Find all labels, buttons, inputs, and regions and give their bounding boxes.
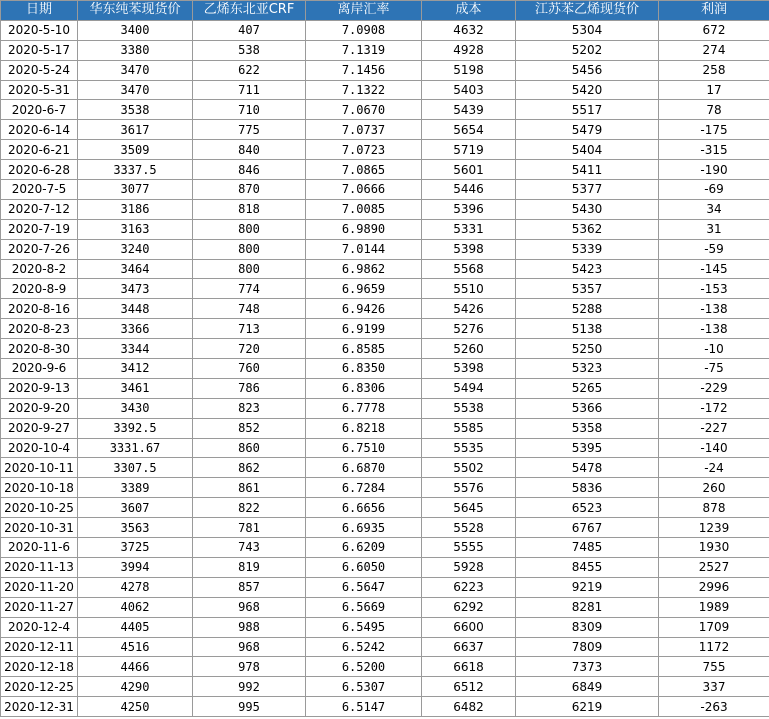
- ethylene-cell: 800: [193, 239, 306, 259]
- ethylene-cell: 870: [193, 180, 306, 200]
- profit-cell: 337: [659, 677, 769, 697]
- table-row: [1, 359, 769, 379]
- benzene-price-cell: 3366: [78, 319, 193, 339]
- table-row: [1, 279, 769, 299]
- cost-cell: 5439: [422, 100, 516, 120]
- date-cell: 2020-10-25: [1, 498, 78, 518]
- ethylene-cell: 760: [193, 359, 306, 379]
- date-cell: 2020-10-4: [1, 438, 78, 458]
- ethylene-cell: 992: [193, 677, 306, 697]
- ethylene-cell: 823: [193, 398, 306, 418]
- benzene-price-cell: 3331.67: [78, 438, 193, 458]
- exchange-rate-cell: 6.7284: [306, 478, 422, 498]
- exchange-rate-cell: 6.9890: [306, 219, 422, 239]
- cost-cell: 5198: [422, 60, 516, 80]
- profit-cell: 878: [659, 498, 769, 518]
- styrene-price-cell: 5404: [516, 140, 659, 160]
- styrene-price-cell: 6523: [516, 498, 659, 518]
- profit-cell: -175: [659, 120, 769, 140]
- styrene-price-cell: 5395: [516, 438, 659, 458]
- table-row: [1, 259, 769, 279]
- ethylene-cell: 860: [193, 438, 306, 458]
- styrene-price-cell: 7485: [516, 538, 659, 558]
- cost-cell: 5494: [422, 378, 516, 398]
- ethylene-cell: 968: [193, 637, 306, 657]
- benzene-price-cell: 3380: [78, 40, 193, 60]
- date-cell: 2020-8-23: [1, 319, 78, 339]
- styrene-price-cell: 5430: [516, 199, 659, 219]
- ethylene-cell: 748: [193, 299, 306, 319]
- ethylene-cell: 407: [193, 20, 306, 40]
- cost-cell: 5403: [422, 80, 516, 100]
- table-row: [1, 597, 769, 617]
- ethylene-cell: 857: [193, 577, 306, 597]
- ethylene-cell: 800: [193, 259, 306, 279]
- benzene-price-cell: 3461: [78, 378, 193, 398]
- ethylene-cell: 861: [193, 478, 306, 498]
- exchange-rate-cell: 6.7510: [306, 438, 422, 458]
- styrene-price-cell: 5358: [516, 418, 659, 438]
- table-row: [1, 20, 769, 40]
- date-cell: 2020-12-25: [1, 677, 78, 697]
- profit-cell: 258: [659, 60, 769, 80]
- profit-cell: 274: [659, 40, 769, 60]
- exchange-rate-cell: 6.5647: [306, 577, 422, 597]
- benzene-price-cell: 3430: [78, 398, 193, 418]
- date-cell: 2020-7-19: [1, 219, 78, 239]
- cost-cell: 5538: [422, 398, 516, 418]
- table-row: [1, 577, 769, 597]
- cost-cell: 6223: [422, 577, 516, 597]
- ethylene-cell: 822: [193, 498, 306, 518]
- table-row: [1, 239, 769, 259]
- benzene-price-cell: 3186: [78, 199, 193, 219]
- styrene-price-cell: 5202: [516, 40, 659, 60]
- table-row: [1, 339, 769, 359]
- date-cell: 2020-6-28: [1, 160, 78, 180]
- table-row: [1, 538, 769, 558]
- exchange-rate-cell: 6.9426: [306, 299, 422, 319]
- styrene-price-cell: 6849: [516, 677, 659, 697]
- cost-cell: 5555: [422, 538, 516, 558]
- exchange-rate-cell: 6.5147: [306, 697, 422, 717]
- exchange-rate-cell: 6.6870: [306, 458, 422, 478]
- exchange-rate-cell: 7.0085: [306, 199, 422, 219]
- benzene-price-cell: 3994: [78, 557, 193, 577]
- table-body: [1, 20, 769, 716]
- exchange-rate-cell: 6.6656: [306, 498, 422, 518]
- exchange-rate-cell: 7.0723: [306, 140, 422, 160]
- profit-cell: -190: [659, 160, 769, 180]
- cost-cell: 5928: [422, 557, 516, 577]
- ethylene-cell: 775: [193, 120, 306, 140]
- styrene-price-cell: 6219: [516, 697, 659, 717]
- ethylene-cell: 774: [193, 279, 306, 299]
- table-row: [1, 518, 769, 538]
- ethylene-cell: 995: [193, 697, 306, 717]
- profit-cell: 672: [659, 20, 769, 40]
- styrene-price-cell: 5836: [516, 478, 659, 498]
- styrene-price-cell: 6767: [516, 518, 659, 538]
- profit-cell: -59: [659, 239, 769, 259]
- profit-cell: 78: [659, 100, 769, 120]
- benzene-price-cell: 3509: [78, 140, 193, 160]
- table-row: [1, 319, 769, 339]
- cost-cell: 4928: [422, 40, 516, 60]
- exchange-rate-cell: 7.0670: [306, 100, 422, 120]
- cost-cell: 5260: [422, 339, 516, 359]
- cost-cell: 5601: [422, 160, 516, 180]
- cost-cell: 5398: [422, 239, 516, 259]
- table-row: [1, 458, 769, 478]
- cost-cell: 5528: [422, 518, 516, 538]
- table-row: [1, 478, 769, 498]
- table-row: [1, 438, 769, 458]
- styrene-price-cell: 5265: [516, 378, 659, 398]
- benzene-price-cell: 3473: [78, 279, 193, 299]
- cost-cell: 6482: [422, 697, 516, 717]
- styrene-price-cell: 5339: [516, 239, 659, 259]
- ethylene-cell: 846: [193, 160, 306, 180]
- ethylene-cell: 786: [193, 378, 306, 398]
- date-cell: 2020-8-2: [1, 259, 78, 279]
- exchange-rate-cell: 6.9659: [306, 279, 422, 299]
- cost-cell: 5568: [422, 259, 516, 279]
- table-row: [1, 657, 769, 677]
- date-cell: 2020-10-18: [1, 478, 78, 498]
- exchange-rate-cell: 7.1456: [306, 60, 422, 80]
- table-row: [1, 40, 769, 60]
- styrene-price-cell: 5362: [516, 219, 659, 239]
- date-cell: 2020-6-14: [1, 120, 78, 140]
- ethylene-cell: 840: [193, 140, 306, 160]
- ethylene-cell: 720: [193, 339, 306, 359]
- table-row: [1, 677, 769, 697]
- exchange-rate-cell: 7.0737: [306, 120, 422, 140]
- date-cell: 2020-11-20: [1, 577, 78, 597]
- benzene-price-cell: 4250: [78, 697, 193, 717]
- date-cell: 2020-7-26: [1, 239, 78, 259]
- profit-cell: 34: [659, 199, 769, 219]
- cost-cell: 6637: [422, 637, 516, 657]
- date-cell: 2020-5-10: [1, 20, 78, 40]
- ethylene-cell: 968: [193, 597, 306, 617]
- benzene-price-cell: 3464: [78, 259, 193, 279]
- date-cell: 2020-9-13: [1, 378, 78, 398]
- styrene-price-cell: 8281: [516, 597, 659, 617]
- styrene-price-cell: 5517: [516, 100, 659, 120]
- exchange-rate-cell: 7.1322: [306, 80, 422, 100]
- benzene-price-cell: 3163: [78, 219, 193, 239]
- exchange-rate-cell: 6.8585: [306, 339, 422, 359]
- styrene-price-cell: 5411: [516, 160, 659, 180]
- date-cell: 2020-6-21: [1, 140, 78, 160]
- benzene-price-cell: 3470: [78, 80, 193, 100]
- exchange-rate-cell: 6.5307: [306, 677, 422, 697]
- exchange-rate-cell: 7.0144: [306, 239, 422, 259]
- benzene-price-cell: 3077: [78, 180, 193, 200]
- benzene-price-cell: 3607: [78, 498, 193, 518]
- exchange-rate-cell: 7.1319: [306, 40, 422, 60]
- table-row: [1, 637, 769, 657]
- cost-cell: 5645: [422, 498, 516, 518]
- date-cell: 2020-6-7: [1, 100, 78, 120]
- table-row: [1, 199, 769, 219]
- date-cell: 2020-5-31: [1, 80, 78, 100]
- table-row: [1, 160, 769, 180]
- cost-cell: 5654: [422, 120, 516, 140]
- date-cell: 2020-12-31: [1, 697, 78, 717]
- benzene-price-cell: 3392.5: [78, 418, 193, 438]
- header-offshore-exchange-rate: 离岸汇率: [306, 1, 422, 21]
- profit-cell: -138: [659, 299, 769, 319]
- ethylene-cell: 710: [193, 100, 306, 120]
- styrene-price-cell: 5357: [516, 279, 659, 299]
- table-row: [1, 697, 769, 717]
- date-cell: 2020-8-30: [1, 339, 78, 359]
- ethylene-cell: 743: [193, 538, 306, 558]
- exchange-rate-cell: 6.7778: [306, 398, 422, 418]
- date-cell: 2020-11-6: [1, 538, 78, 558]
- profit-cell: -75: [659, 359, 769, 379]
- table-row: [1, 219, 769, 239]
- profit-cell: 755: [659, 657, 769, 677]
- styrene-price-cell: 5478: [516, 458, 659, 478]
- profit-cell: 2996: [659, 577, 769, 597]
- ethylene-cell: 978: [193, 657, 306, 677]
- date-cell: 2020-11-27: [1, 597, 78, 617]
- profit-cell: -145: [659, 259, 769, 279]
- profit-cell: -69: [659, 180, 769, 200]
- exchange-rate-cell: 6.5495: [306, 617, 422, 637]
- exchange-rate-cell: 6.6209: [306, 538, 422, 558]
- profit-cell: -263: [659, 697, 769, 717]
- exchange-rate-cell: 6.5242: [306, 637, 422, 657]
- profit-cell: -315: [659, 140, 769, 160]
- date-cell: 2020-9-20: [1, 398, 78, 418]
- table-row: [1, 498, 769, 518]
- styrene-price-cell: 5288: [516, 299, 659, 319]
- cost-cell: 5510: [422, 279, 516, 299]
- header-east-china-benzene-price: 华东纯苯现货价: [78, 1, 193, 21]
- date-cell: 2020-12-11: [1, 637, 78, 657]
- ethylene-cell: 713: [193, 319, 306, 339]
- profit-cell: 31: [659, 219, 769, 239]
- cost-cell: 5535: [422, 438, 516, 458]
- table-row: [1, 418, 769, 438]
- styrene-price-cell: 8309: [516, 617, 659, 637]
- profit-cell: -227: [659, 418, 769, 438]
- styrene-price-cell: 5479: [516, 120, 659, 140]
- exchange-rate-cell: 6.8218: [306, 418, 422, 438]
- exchange-rate-cell: 7.0666: [306, 180, 422, 200]
- styrene-price-cell: 9219: [516, 577, 659, 597]
- benzene-price-cell: 4062: [78, 597, 193, 617]
- profit-cell: -10: [659, 339, 769, 359]
- date-cell: 2020-10-11: [1, 458, 78, 478]
- benzene-price-cell: 4516: [78, 637, 193, 657]
- exchange-rate-cell: 7.0908: [306, 20, 422, 40]
- ethylene-cell: 852: [193, 418, 306, 438]
- styrene-price-cell: 5456: [516, 60, 659, 80]
- styrene-price-cell: 5377: [516, 180, 659, 200]
- header-date: 日期: [1, 1, 78, 21]
- benzene-price-cell: 3240: [78, 239, 193, 259]
- benzene-price-cell: 4278: [78, 577, 193, 597]
- benzene-price-cell: 3389: [78, 478, 193, 498]
- benzene-price-cell: 4405: [78, 617, 193, 637]
- profit-cell: 2527: [659, 557, 769, 577]
- table-row: [1, 140, 769, 160]
- benzene-price-cell: 4466: [78, 657, 193, 677]
- cost-cell: 5276: [422, 319, 516, 339]
- exchange-rate-cell: 6.9862: [306, 259, 422, 279]
- cost-cell: 5396: [422, 199, 516, 219]
- exchange-rate-cell: 6.6050: [306, 557, 422, 577]
- profit-cell: 260: [659, 478, 769, 498]
- table-row: [1, 180, 769, 200]
- ethylene-cell: 781: [193, 518, 306, 538]
- header-ethylene-ne-asia-crf: 乙烯东北亚CRF: [193, 1, 306, 21]
- profit-cell: -172: [659, 398, 769, 418]
- styrene-price-cell: 5420: [516, 80, 659, 100]
- date-cell: 2020-10-31: [1, 518, 78, 538]
- date-cell: 2020-5-17: [1, 40, 78, 60]
- ethylene-cell: 818: [193, 199, 306, 219]
- exchange-rate-cell: 6.5200: [306, 657, 422, 677]
- table-row: [1, 378, 769, 398]
- date-cell: 2020-9-27: [1, 418, 78, 438]
- table-row: [1, 617, 769, 637]
- styrene-price-cell: 5304: [516, 20, 659, 40]
- profit-cell: 1930: [659, 538, 769, 558]
- date-cell: 2020-7-5: [1, 180, 78, 200]
- profit-cell: -140: [659, 438, 769, 458]
- cost-cell: 6600: [422, 617, 516, 637]
- exchange-rate-cell: 6.8306: [306, 378, 422, 398]
- profit-cell: 17: [659, 80, 769, 100]
- exchange-rate-cell: 7.0865: [306, 160, 422, 180]
- benzene-price-cell: 3725: [78, 538, 193, 558]
- date-cell: 2020-11-13: [1, 557, 78, 577]
- benzene-price-cell: 3538: [78, 100, 193, 120]
- profit-cell: -138: [659, 319, 769, 339]
- exchange-rate-cell: 6.6935: [306, 518, 422, 538]
- profit-cell: -153: [659, 279, 769, 299]
- benzene-price-cell: 3412: [78, 359, 193, 379]
- table-row: [1, 299, 769, 319]
- header-jiangsu-styrene-price: 江苏苯乙烯现货价: [516, 1, 659, 21]
- cost-cell: 4632: [422, 20, 516, 40]
- exchange-rate-cell: 6.9199: [306, 319, 422, 339]
- cost-cell: 5331: [422, 219, 516, 239]
- styrene-price-cell: 7809: [516, 637, 659, 657]
- date-cell: 2020-9-6: [1, 359, 78, 379]
- styrene-price-cell: 5323: [516, 359, 659, 379]
- ethylene-cell: 988: [193, 617, 306, 637]
- table-row: [1, 100, 769, 120]
- styrene-price-cell: 7373: [516, 657, 659, 677]
- date-cell: 2020-8-9: [1, 279, 78, 299]
- profit-cell: 1239: [659, 518, 769, 538]
- benzene-price-cell: 4290: [78, 677, 193, 697]
- benzene-price-cell: 3470: [78, 60, 193, 80]
- styrene-price-cell: 8455: [516, 557, 659, 577]
- cost-cell: 5446: [422, 180, 516, 200]
- benzene-price-cell: 3448: [78, 299, 193, 319]
- profit-cell: 1989: [659, 597, 769, 617]
- cost-cell: 5398: [422, 359, 516, 379]
- benzene-price-cell: 3337.5: [78, 160, 193, 180]
- ethylene-cell: 800: [193, 219, 306, 239]
- cost-cell: 6292: [422, 597, 516, 617]
- benzene-price-cell: 3617: [78, 120, 193, 140]
- header-profit: 利润: [659, 1, 769, 21]
- ethylene-cell: 819: [193, 557, 306, 577]
- profit-cell: 1172: [659, 637, 769, 657]
- table-row: [1, 557, 769, 577]
- table-row: [1, 120, 769, 140]
- profit-cell: -24: [659, 458, 769, 478]
- benzene-price-cell: 3307.5: [78, 458, 193, 478]
- styrene-price-cell: 5366: [516, 398, 659, 418]
- exchange-rate-cell: 6.8350: [306, 359, 422, 379]
- ethylene-cell: 538: [193, 40, 306, 60]
- profit-cell: -229: [659, 378, 769, 398]
- styrene-price-cell: 5423: [516, 259, 659, 279]
- table-row: [1, 60, 769, 80]
- cost-cell: 5585: [422, 418, 516, 438]
- cost-cell: 5576: [422, 478, 516, 498]
- date-cell: 2020-5-24: [1, 60, 78, 80]
- date-cell: 2020-7-12: [1, 199, 78, 219]
- styrene-price-cell: 5250: [516, 339, 659, 359]
- cost-cell: 6512: [422, 677, 516, 697]
- table-row: [1, 80, 769, 100]
- benzene-price-cell: 3563: [78, 518, 193, 538]
- profit-cell: 1709: [659, 617, 769, 637]
- benzene-price-cell: 3344: [78, 339, 193, 359]
- ethylene-cell: 862: [193, 458, 306, 478]
- ethylene-cell: 622: [193, 60, 306, 80]
- table-row: [1, 398, 769, 418]
- date-cell: 2020-8-16: [1, 299, 78, 319]
- exchange-rate-cell: 6.5669: [306, 597, 422, 617]
- date-cell: 2020-12-18: [1, 657, 78, 677]
- cost-cell: 5502: [422, 458, 516, 478]
- cost-cell: 6618: [422, 657, 516, 677]
- styrene-price-cell: 5138: [516, 319, 659, 339]
- header-cost: 成本: [422, 1, 516, 21]
- cost-cell: 5719: [422, 140, 516, 160]
- cost-cell: 5426: [422, 299, 516, 319]
- header-row: [1, 1, 769, 21]
- date-cell: 2020-12-4: [1, 617, 78, 637]
- ethylene-cell: 711: [193, 80, 306, 100]
- benzene-price-cell: 3400: [78, 20, 193, 40]
